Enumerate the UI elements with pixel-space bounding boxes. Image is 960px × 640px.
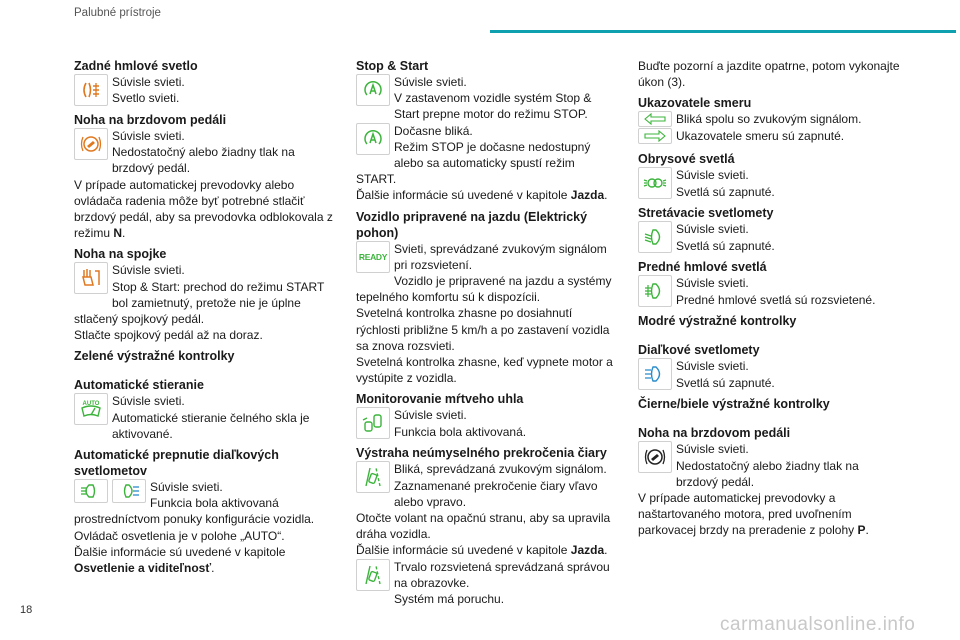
section-brake-foot <box>74 112 336 241</box>
lane-departure-icon <box>356 461 390 493</box>
front-fog-icon <box>638 275 672 307</box>
description-line: Systém má poruchu. <box>394 592 505 607</box>
section-blind-spot <box>356 391 618 440</box>
description-line: Nedostatočný alebo žiadny tlak na brzdový pedál. <box>676 458 859 489</box>
auto-beam-icon-pair <box>74 479 108 504</box>
auto-beam-blue-icon <box>112 479 146 503</box>
running-header: Palubné prístroje <box>74 7 161 19</box>
stop-start-icon <box>356 74 390 106</box>
description-line: Zaznamenané prekročenie čiary vľavo alebo vpravo. <box>394 478 598 509</box>
description-line: Automatické stieranie čelného skla je aktivované. <box>112 410 310 441</box>
section-rear-fog <box>74 58 336 107</box>
description-line: Ďalšie informácie sú uvedené v kapitole Osvetlenie a viditeľnosť. <box>74 544 286 576</box>
header-accent-bar <box>490 30 956 33</box>
column-2 <box>356 58 618 612</box>
auto-beam-icon-pair-2 <box>112 479 146 504</box>
description-line: Svetelná kontrolka zhasne po dosiahnutí rýchlosti približne 5 km/h a po zastavení vozidla sa znova rozsvieti. <box>356 306 610 353</box>
description-line: Funkcia bola aktivovaná. <box>394 424 527 439</box>
section-blue-heading <box>638 313 900 329</box>
description-line: Svetlá sú zapnuté. <box>676 375 775 390</box>
column-3 <box>638 58 900 544</box>
description-line: Svetlo svieti. <box>112 91 180 106</box>
status-line: Súvisle svieti. <box>112 75 185 89</box>
column-1 <box>74 58 336 581</box>
section-main-beam <box>638 342 900 391</box>
description-line: Ďalšie informácie sú uvedené v kapitole Jazda. <box>356 188 608 203</box>
clutch-foot-icon <box>74 262 108 294</box>
section-title: Ukazovatele smeru <box>638 96 752 111</box>
auto-wipe-icon <box>74 393 108 425</box>
description-line: Svetlá sú zapnuté. <box>676 184 775 199</box>
description-line: Otočte volant na opačnú stranu, aby sa upravila dráha vozidla. <box>356 511 611 542</box>
status-line: Súvisle svieti. <box>676 222 749 237</box>
lane-departure-icon-fault <box>356 559 390 591</box>
section-title: Stop & Start <box>356 59 429 73</box>
stop-start-icon-flashing <box>356 123 390 155</box>
status-line: Súvisle svieti. <box>676 442 749 457</box>
section-title: Predné hmlové svetlá <box>638 260 767 275</box>
watermark: carmanualsonline.info <box>720 614 916 635</box>
ready-icon <box>356 241 390 273</box>
main-beam-icon <box>638 358 672 390</box>
description-line: Stlačte spojkový pedál až na doraz. <box>74 328 263 343</box>
section-title: Automatické stieranie <box>74 378 204 393</box>
status-line: Súvisle svieti. <box>676 276 749 291</box>
status-line: Súvisle svieti. <box>394 408 467 423</box>
side-lights-icon <box>638 167 672 199</box>
status-line: Súvisle svieti. <box>676 359 749 374</box>
status-line: Súvisle svieti. <box>676 168 749 183</box>
status-line: Dočasne bliká. <box>394 123 473 138</box>
dipped-beam-icon <box>638 221 672 253</box>
section-intro <box>638 58 900 90</box>
section-ready <box>356 209 618 387</box>
section-brake-foot-2 <box>638 425 900 538</box>
status-line: Svieti, sprevádzané zvukovým signálom pri rozsvietení. <box>394 241 607 272</box>
section-auto-wipe <box>74 377 336 442</box>
section-front-fog <box>638 259 900 308</box>
rear-fog-icon <box>74 74 108 106</box>
description-line: Stop & Start: prechod do režimu START bol zamietnutý, pretože nie je úplne stlačený spojkový pedál. <box>74 279 325 327</box>
section-title: Noha na spojke <box>74 247 167 262</box>
section-lane-departure <box>356 445 618 607</box>
status-line: Súvisle svieti. <box>112 394 185 409</box>
section-title: Noha na brzdovom pedáli <box>74 113 227 127</box>
description-line: V zastavenom vozidle systém Stop & Start prepne motor do režimu STOP. <box>394 91 592 122</box>
description-line: Svetelná kontrolka zhasne, keď vypnete motor a vystúpite z vozidla. <box>356 355 613 386</box>
category-heading: Modré výstražné kontrolky <box>638 314 797 329</box>
right-arrow-icon <box>638 128 672 144</box>
description-line: Nedostatočný alebo žiadny tlak na brzdový pedál. <box>112 145 295 176</box>
section-title: Diaľkové svetlomety <box>638 343 760 358</box>
section-title: Vozidlo pripravené na jazdu (Elektrický pohon) <box>356 209 588 240</box>
description-line: Ovládač osvetlenia je v polohe „AUTO“. <box>74 528 285 543</box>
status-line: Súvisle svieti. <box>112 129 185 143</box>
section-indicators <box>638 95 900 146</box>
intro-text: Buďte pozorní a jazdite opatrne, potom vykonajte úkon (3). <box>638 59 900 90</box>
section-bw-heading <box>638 396 900 412</box>
svg-text:AUTO: AUTO <box>82 401 100 408</box>
section-title: Zadné hmlové svetlo <box>74 59 198 73</box>
description-line: Svetlá sú zapnuté. <box>676 238 775 253</box>
description-line: Režim STOP je dočasne nedostupný alebo sa automaticky spustí režim START. <box>356 139 591 187</box>
section-title: Výstraha neúmyselného prekročenia čiary <box>356 446 607 461</box>
description-line: Ukazovatele smeru sú zapnuté. <box>676 128 845 143</box>
description-line: Vozidlo je pripravené na jazdu a systémy tepelného komfortu sú k dispozícii. <box>356 274 612 305</box>
page-number: 18 <box>20 604 33 616</box>
status-line: Bliká, sprevádzaná zvukovým signálom. <box>394 462 607 477</box>
description-line: V prípade automatickej prevodovky alebo ovládača radenia môže byť potrebné stlačiť brzdový pedál, aby sa prevodovka odblokovala z režimu N. <box>74 177 333 241</box>
section-auto-beam <box>74 447 336 576</box>
description-line: Ďalšie informácie sú uvedené v kapitole Jazda. <box>356 543 608 558</box>
status-line: Súvisle svieti. <box>150 480 223 495</box>
ready-icon-text: READY <box>358 251 388 262</box>
description-line: V prípade automatickej prevodovky a naštartovaného motora, pred uvoľnením parkovacej brzdy na preradenie z polohy P. <box>638 491 869 538</box>
category-heading: Čierne/biele výstražné kontrolky <box>638 397 830 412</box>
section-dipped-beam <box>638 205 900 254</box>
brake-foot-bw-icon <box>638 441 672 473</box>
section-title: Automatické prepnutie diaľkových svetlometov <box>74 448 279 479</box>
auto-beam-green-icon <box>74 479 108 503</box>
description-line: Funkcia bola aktivovaná prostredníctvom ponuky konfigurácie vozidla. <box>74 496 315 527</box>
left-arrow-icon <box>638 111 672 127</box>
indicator-icon-pair <box>638 111 672 145</box>
section-side-lights <box>638 151 900 200</box>
brake-foot-icon <box>74 128 108 160</box>
section-clutch <box>74 246 336 343</box>
status-line: Bliká spolu so zvukovým signálom. <box>676 112 862 127</box>
status-line: Súvisle svieti. <box>394 75 467 89</box>
section-title: Noha na brzdovom pedáli <box>638 426 791 441</box>
status-line: Súvisle svieti. <box>112 263 185 278</box>
section-stop-start <box>356 58 618 204</box>
section-title: Obrysové svetlá <box>638 152 735 167</box>
description-line: Predné hmlové svetlá sú rozsvietené. <box>676 292 876 307</box>
status-line: Trvalo rozsvietená sprevádzaná správou na obrazovke. <box>394 559 610 590</box>
section-green-heading <box>74 348 336 364</box>
blind-spot-icon <box>356 407 390 439</box>
section-title: Stretávacie svetlomety <box>638 206 774 221</box>
category-heading: Zelené výstražné kontrolky <box>74 349 235 364</box>
section-title: Monitorovanie mŕtveho uhla <box>356 392 524 407</box>
